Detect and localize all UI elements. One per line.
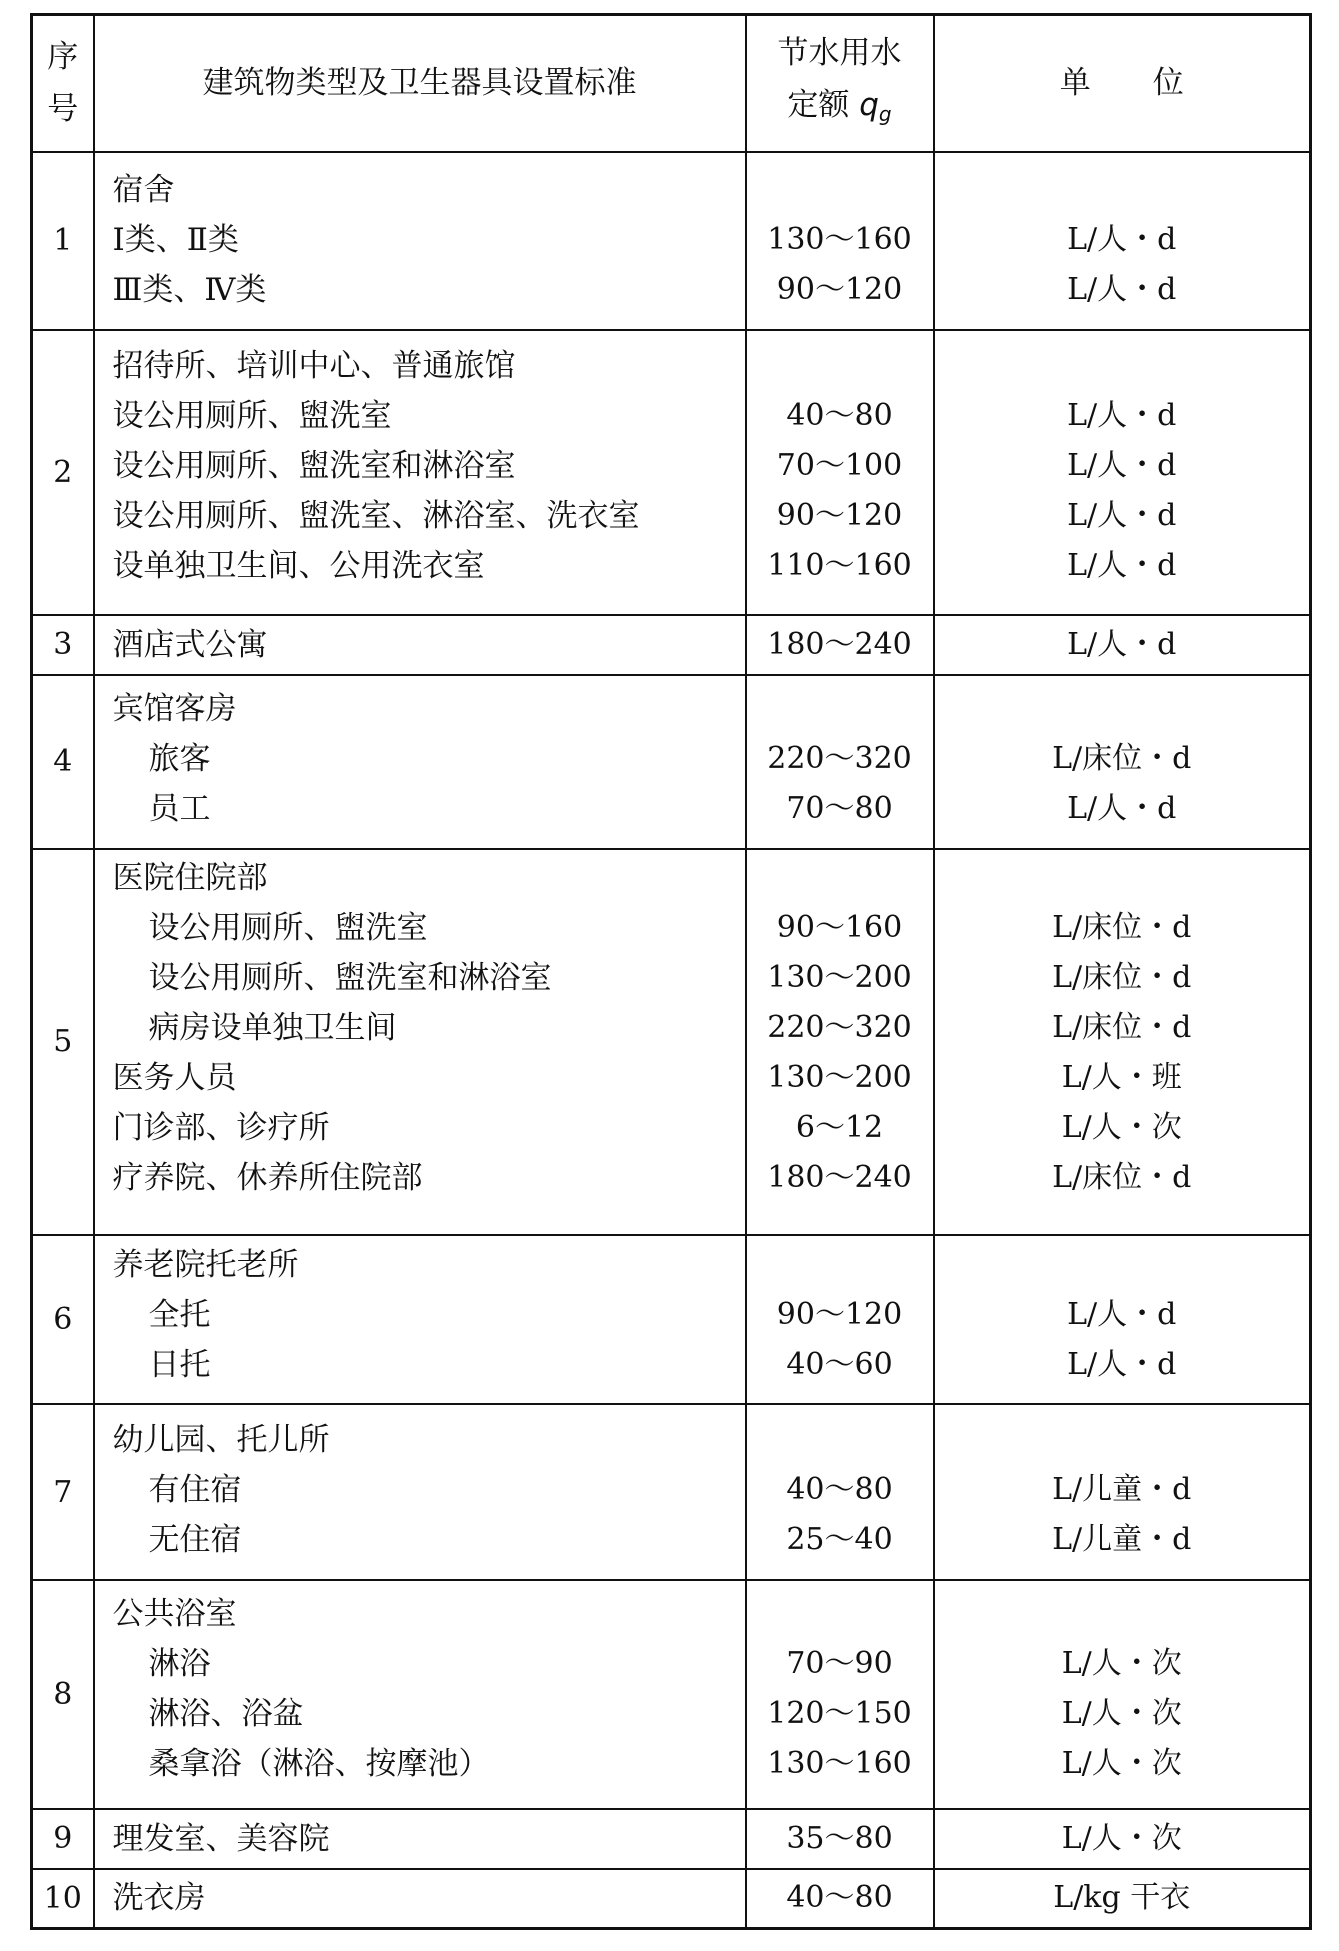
table-header <box>32 15 1311 152</box>
building-type-text: 病房设单独卫生间 <box>148 1009 397 1046</box>
building-type-text: 日托 <box>148 1346 211 1383</box>
building-type-text: 淋浴 <box>148 1646 211 1683</box>
unit-cell <box>934 1809 1311 1869</box>
unit-cell <box>934 330 1311 615</box>
building-type-text: 疗养院、休养所住院部 <box>112 1159 423 1196</box>
unit-value: L/人・次 <box>1061 1746 1182 1782</box>
quota-value: 25～40 <box>786 1522 893 1558</box>
quota-value <box>747 853 933 903</box>
quota-cell <box>746 1869 934 1929</box>
unit-cell <box>934 1235 1311 1405</box>
unit-cell <box>934 1404 1311 1580</box>
quota-value <box>747 165 933 215</box>
row-number: 3 <box>32 615 94 675</box>
building-type-cell <box>94 615 746 675</box>
unit-cell <box>934 1869 1311 1929</box>
unit-cell <box>934 675 1311 849</box>
header-row <box>32 15 1311 152</box>
unit-value: L/床位・d <box>1052 1159 1192 1195</box>
quota-cell <box>746 849 934 1235</box>
quota-cell <box>746 1580 934 1808</box>
quota-value <box>747 1589 933 1639</box>
unit-value: L/床位・d <box>1052 909 1192 945</box>
building-type-text: 设公用厕所、盥洗室和淋浴室 <box>112 447 516 484</box>
building-type-text: 淋浴、浴盆 <box>148 1696 304 1733</box>
quota-cell <box>746 1404 934 1580</box>
unit-value: L/人・d <box>1067 397 1177 433</box>
header-no: 序号 <box>32 15 94 152</box>
header-quota-line2: 定额 <box>787 86 850 123</box>
table-body <box>32 152 1311 1929</box>
unit-value <box>935 853 1310 903</box>
building-type-text: 无住宿 <box>148 1522 242 1559</box>
quota-cell <box>746 1235 934 1405</box>
building-type-text: 招待所、培训中心、普通旅馆 <box>112 347 516 384</box>
unit-cell <box>934 849 1311 1235</box>
unit-cell <box>934 1580 1311 1808</box>
unit-value: L/kg 干衣 <box>1053 1880 1191 1916</box>
quota-cell <box>746 330 934 615</box>
building-type-text: 员工 <box>148 790 211 827</box>
row-number: 1 <box>32 152 94 330</box>
header-building-type: 建筑物类型及卫生器具设置标准 <box>94 15 746 152</box>
unit-value: L/人・d <box>1067 447 1177 483</box>
quota-cell <box>746 675 934 849</box>
building-type-text: Ⅲ类、Ⅳ类 <box>112 271 267 308</box>
quota-value: 90～160 <box>776 909 903 945</box>
unit-value <box>935 165 1310 215</box>
unit-cell <box>934 152 1311 330</box>
row-number: 7 <box>32 1404 94 1580</box>
table-row <box>32 152 1311 330</box>
building-type-text: 医院住院部 <box>112 859 268 896</box>
header-quota-subscript: g <box>878 101 892 126</box>
unit-value: L/人・d <box>1067 1346 1177 1382</box>
building-type-cell <box>94 1809 746 1869</box>
quota-value: 120～150 <box>767 1696 912 1732</box>
building-type-text: 理发室、美容院 <box>112 1820 330 1857</box>
quota-value: 70～80 <box>786 790 893 826</box>
quota-value: 35～80 <box>786 1820 893 1856</box>
unit-value <box>935 1589 1310 1639</box>
quota-value: 90～120 <box>776 1296 903 1332</box>
building-type-cell <box>94 152 746 330</box>
building-type-text: 医务人员 <box>112 1059 237 1096</box>
building-type-text: 设公用厕所、盥洗室 <box>112 397 392 434</box>
table-row <box>32 615 1311 675</box>
building-type-text: 设公用厕所、盥洗室、淋浴室、洗衣室 <box>112 497 640 534</box>
quota-value: 130～200 <box>767 1059 912 1095</box>
building-type-text: 设公用厕所、盥洗室 <box>148 909 428 946</box>
building-type-text: 桑拿浴（淋浴、按摩池） <box>148 1746 490 1783</box>
header-unit: 单 位 <box>934 15 1311 152</box>
unit-value: L/人・d <box>1067 497 1177 533</box>
quota-cell <box>746 615 934 675</box>
header-quota <box>746 15 934 152</box>
building-type-text: 洗衣房 <box>112 1880 206 1917</box>
unit-value: L/床位・d <box>1052 740 1192 776</box>
unit-value: L/人・d <box>1067 221 1177 257</box>
building-type-text: 幼儿园、托儿所 <box>112 1422 330 1459</box>
unit-value: L/人・d <box>1067 547 1177 583</box>
table-row <box>32 330 1311 615</box>
quota-value: 180～240 <box>767 1159 912 1195</box>
building-type-cell <box>94 1235 746 1405</box>
unit-value: L/人・次 <box>1061 1820 1182 1856</box>
row-number: 6 <box>32 1235 94 1405</box>
building-type-text: 全托 <box>148 1296 211 1333</box>
unit-value: L/床位・d <box>1052 1009 1192 1045</box>
building-type-cell <box>94 1404 746 1580</box>
quota-value <box>747 341 933 391</box>
building-type-cell <box>94 849 746 1235</box>
unit-value: L/人・次 <box>1061 1646 1182 1682</box>
quota-value <box>747 1240 933 1290</box>
building-type-text: 门诊部、诊疗所 <box>112 1109 330 1146</box>
quota-value: 40～80 <box>786 1880 893 1916</box>
quota-value: 180～240 <box>767 626 912 662</box>
building-type-cell <box>94 1580 746 1808</box>
quota-value: 130～160 <box>767 221 912 257</box>
unit-value: L/人・次 <box>1061 1696 1182 1732</box>
building-type-text: 设公用厕所、盥洗室和淋浴室 <box>148 959 552 996</box>
water-quota-table <box>30 13 1312 1930</box>
unit-value: L/人・d <box>1067 1296 1177 1332</box>
quota-value: 90～120 <box>776 271 903 307</box>
building-type-text: 养老院托老所 <box>112 1246 299 1283</box>
building-type-text: 宾馆客房 <box>112 690 237 727</box>
quota-cell <box>746 1809 934 1869</box>
table-row <box>32 675 1311 849</box>
table-row <box>32 1869 1311 1929</box>
table-row <box>32 849 1311 1235</box>
unit-value <box>935 1415 1310 1465</box>
unit-value <box>935 1240 1310 1290</box>
building-type-text: 宿舍 <box>112 171 175 208</box>
building-type-text: 设单独卫生间、公用洗衣室 <box>112 547 485 584</box>
building-type-cell <box>94 1869 746 1929</box>
unit-value: L/人・d <box>1067 271 1177 307</box>
quota-value: 6～12 <box>795 1109 884 1145</box>
quota-value <box>747 684 933 734</box>
unit-value: L/人・d <box>1067 790 1177 826</box>
unit-value: L/人・d <box>1067 626 1177 662</box>
quota-value: 130～200 <box>767 959 912 995</box>
header-quota-line1: 节水用水 <box>777 34 902 71</box>
unit-value <box>935 684 1310 734</box>
quota-value: 220～320 <box>767 1009 912 1045</box>
unit-value: L/人・班 <box>1061 1059 1182 1095</box>
table-row <box>32 1404 1311 1580</box>
table-row <box>32 1235 1311 1405</box>
quota-value: 70～100 <box>776 447 903 483</box>
quota-value: 70～90 <box>786 1646 893 1682</box>
row-number: 10 <box>32 1869 94 1929</box>
row-number: 2 <box>32 330 94 615</box>
quota-value: 220～320 <box>767 740 912 776</box>
row-number: 9 <box>32 1809 94 1869</box>
quota-value: 40～60 <box>786 1346 893 1382</box>
row-number: 8 <box>32 1580 94 1808</box>
unit-value: L/儿童・d <box>1052 1522 1192 1558</box>
building-type-cell <box>94 675 746 849</box>
unit-value: L/人・次 <box>1061 1109 1182 1145</box>
row-number: 4 <box>32 675 94 849</box>
table-row <box>32 1580 1311 1808</box>
quota-value <box>747 1415 933 1465</box>
building-type-text: Ⅰ类、Ⅱ类 <box>112 221 239 258</box>
unit-cell <box>934 615 1311 675</box>
header-quota-symbol: q <box>859 86 879 123</box>
building-type-text: 旅客 <box>148 740 211 777</box>
table-row <box>32 1809 1311 1869</box>
quota-value: 40～80 <box>786 1472 893 1508</box>
quota-cell <box>746 152 934 330</box>
building-type-text: 公共浴室 <box>112 1596 237 1633</box>
unit-value: L/儿童・d <box>1052 1472 1192 1508</box>
unit-value <box>935 341 1310 391</box>
unit-value: L/床位・d <box>1052 959 1192 995</box>
row-number: 5 <box>32 849 94 1235</box>
building-type-text: 有住宿 <box>148 1472 242 1509</box>
building-type-cell <box>94 330 746 615</box>
quota-value: 90～120 <box>776 497 903 533</box>
quota-value: 110～160 <box>767 547 912 583</box>
building-type-text: 酒店式公寓 <box>112 626 268 663</box>
quota-value: 130～160 <box>767 1746 912 1782</box>
quota-value: 40～80 <box>786 397 893 433</box>
